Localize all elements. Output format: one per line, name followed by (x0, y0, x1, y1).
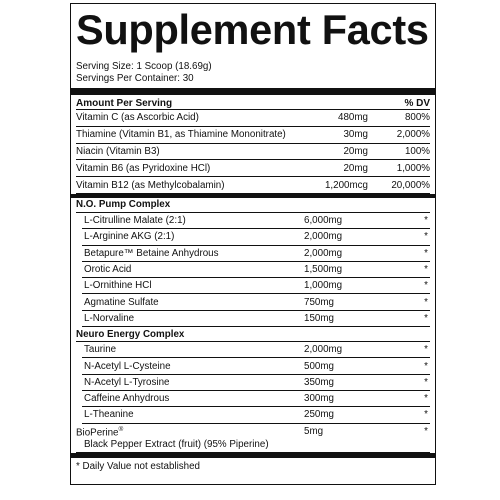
nutrient-amount: 20mg (343, 162, 368, 174)
ingredient-dv: * (424, 360, 428, 372)
ingredient-name: Taurine (84, 344, 117, 356)
ingredient-amount: 250mg (304, 409, 334, 421)
nutrient-dv: 1,000% (396, 162, 430, 174)
ingredient-row (82, 246, 430, 262)
bioperine-amount: 5mg (304, 425, 324, 437)
bioperine-dv: * (424, 425, 428, 437)
ingredient-name: Agmatine Sulfate (84, 296, 159, 308)
ingredient-dv: * (424, 409, 428, 421)
nutrient-amount: 20mg (343, 145, 368, 157)
ingredient-row (82, 294, 430, 310)
ingredient-dv: * (424, 280, 428, 292)
nutrient-row (76, 127, 430, 144)
ingredient-amount: 500mg (304, 360, 334, 372)
ingredient-row (82, 342, 430, 358)
ingredient-amount: 2,000mg (304, 247, 343, 259)
ingredient-dv: * (424, 215, 428, 227)
nutrient-dv: 100% (404, 145, 430, 157)
ingredient-dv: * (424, 296, 428, 308)
nutrient-row (76, 110, 430, 127)
nutrient-row (76, 177, 430, 194)
dv-label: % DV (404, 98, 430, 109)
ingredient-name: Orotic Acid (84, 264, 132, 276)
nutrient-name: Vitamin B12 (as Methylcobalamin) (76, 179, 225, 191)
ingredient-row (82, 229, 430, 245)
ingredient-amount: 350mg (304, 376, 334, 388)
ingredient-name: N-Acetyl L-Tyrosine (84, 376, 170, 388)
serving-size: Serving Size: 1 Scoop (18.69g) (76, 61, 212, 72)
vitamins-list (76, 110, 430, 194)
nutrient-name: Niacin (Vitamin B3) (76, 145, 160, 157)
ingredient-dv: * (424, 393, 428, 405)
neuro-energy-complex-title: Neuro Energy Complex (76, 327, 430, 342)
ingredient-row (82, 262, 430, 278)
ingredient-dv: * (424, 312, 428, 324)
nutrient-name: Thiamine (Vitamin B1, as Thiamine Mononitrate) (76, 129, 286, 141)
ingredient-dv: * (424, 376, 428, 388)
nutrient-name: Vitamin C (as Ascorbic Acid) (76, 112, 199, 124)
servings-per-container: Servings Per Container: 30 (76, 72, 194, 84)
nutrient-dv: 2,000% (396, 129, 430, 141)
ingredient-amount: 6,000mg (304, 215, 343, 227)
ingredient-row (82, 358, 430, 374)
ingredient-amount: 300mg (304, 393, 334, 405)
ingredient-dv: * (424, 231, 428, 243)
ingredient-amount: 2,000mg (304, 344, 343, 356)
supplement-facts-panel (70, 3, 436, 485)
nutrient-dv: 800% (404, 112, 430, 124)
panel-title: Supplement Facts (76, 6, 429, 53)
ingredient-amount: 1,000mg (304, 280, 343, 292)
nutrient-name: Vitamin B6 (as Pyridoxine HCl) (76, 162, 211, 174)
bioperine-name: BioPerine (76, 426, 119, 438)
nutrient-amount: 1,200mcg (324, 179, 368, 191)
ingredient-amount: 1,500mg (304, 264, 343, 276)
ingredient-name: L-Theanine (84, 409, 134, 421)
footnote: * Daily Value not established (76, 460, 200, 472)
ingredient-dv: * (424, 264, 428, 276)
registered-mark: ® (118, 425, 124, 433)
ingredient-row (82, 213, 430, 229)
ingredient-name: L-Arginine AKG (2:1) (84, 231, 175, 243)
ingredient-amount: 2,000mg (304, 231, 343, 243)
table-header (76, 95, 430, 110)
nutrient-row (76, 160, 430, 177)
nutrient-amount: 480mg (338, 112, 368, 124)
ingredient-name: L-Norvaline (84, 312, 135, 324)
neuro-energy-complex-list (76, 342, 430, 423)
ingredient-name: Betapure™ Betaine Anhydrous (84, 247, 219, 259)
ingredient-name: L-Citrulline Malate (2:1) (84, 215, 186, 227)
amount-per-serving-label: Amount Per Serving (76, 98, 173, 109)
no-pump-complex-list (76, 213, 430, 327)
no-pump-complex-title: N.O. Pump Complex (76, 198, 430, 213)
ingredient-name: L-Ornithine HCl (84, 280, 152, 292)
nutrient-dv: 20,000% (391, 179, 430, 191)
bioperine-row (76, 424, 430, 453)
thick-divider (71, 88, 435, 95)
ingredient-row (82, 407, 430, 423)
nutrient-amount: 30mg (343, 129, 368, 141)
ingredient-dv: * (424, 247, 428, 259)
ingredient-row (82, 375, 430, 391)
ingredient-dv: * (424, 344, 428, 356)
ingredient-name: N-Acetyl L-Cysteine (84, 360, 171, 372)
ingredient-amount: 750mg (304, 296, 334, 308)
ingredient-name: Caffeine Anhydrous (84, 393, 170, 405)
ingredient-row (82, 311, 430, 327)
ingredient-row (82, 391, 430, 407)
ingredient-amount: 150mg (304, 312, 334, 324)
ingredient-row (82, 278, 430, 294)
nutrient-row (76, 144, 430, 161)
bioperine-description: Black Pepper Extract (fruit) (95% Piperine) (84, 438, 269, 450)
